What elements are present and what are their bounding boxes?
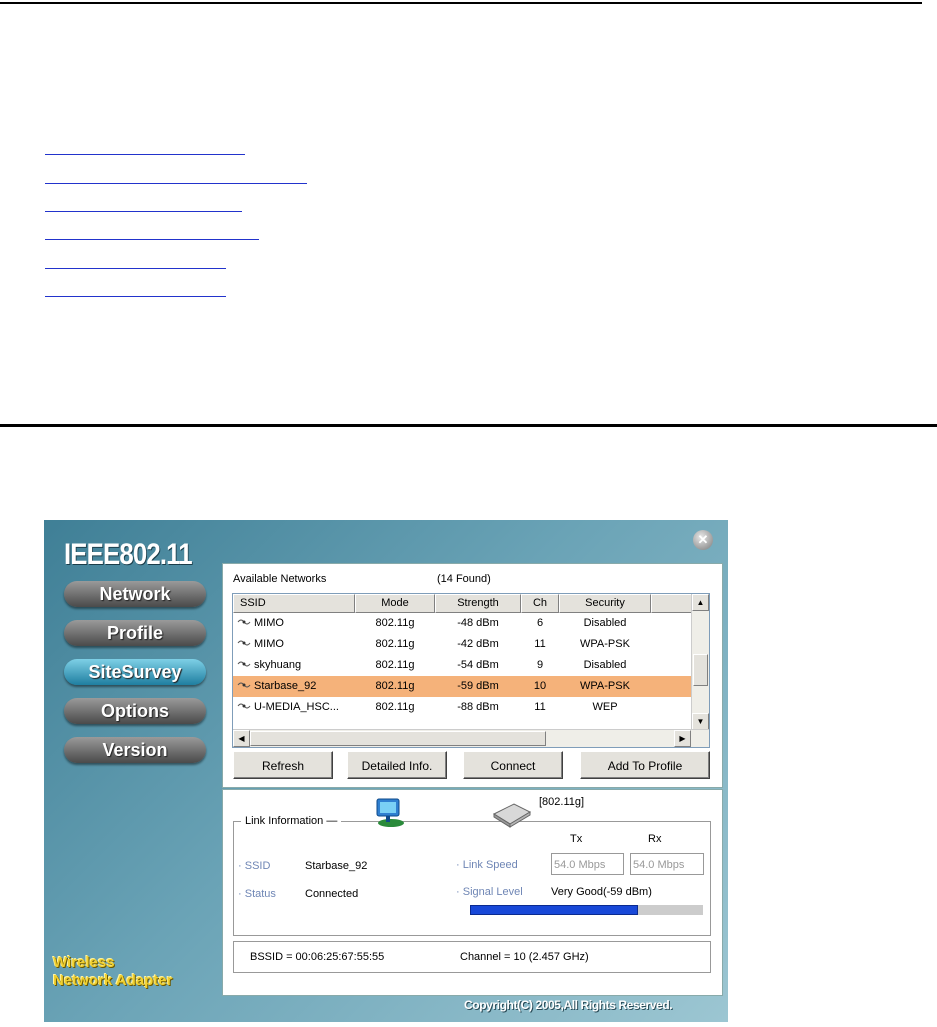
signal-level-label: · Signal Level: [456, 886, 523, 898]
col-strength[interactable]: Strength: [435, 594, 521, 613]
network-ssid-text: U-MEDIA_HSC...: [254, 701, 339, 713]
nav-profile-button[interactable]: Profile: [64, 620, 206, 646]
signal-level-fill: [470, 905, 638, 915]
toc-link-1[interactable]: [45, 140, 245, 155]
network-computer-icon: [371, 797, 407, 829]
network-row[interactable]: [233, 634, 692, 655]
link-info-group: [233, 821, 711, 936]
network-ssid-text: Starbase_92: [254, 680, 317, 692]
nav-network-button[interactable]: Network: [64, 581, 206, 607]
ssid-label: · SSID: [238, 860, 271, 872]
network-mode-cell: 802.11g: [375, 638, 415, 650]
col-extra: [651, 594, 692, 613]
network-security-cell: Disabled: [583, 659, 627, 671]
col-ch[interactable]: Ch: [521, 594, 559, 613]
network-ssid-cell: [233, 697, 355, 718]
network-strength-cell: -48 dBm: [457, 617, 499, 629]
channel-value: Channel = 10 (2.457 GHz): [460, 951, 589, 963]
network-mode-cell: 802.11g: [375, 680, 415, 692]
network-strength-cell: -59 dBm: [457, 680, 499, 692]
toc-link-3[interactable]: [45, 197, 242, 212]
signal-icon: [237, 677, 251, 686]
ssid-value: Starbase_92: [305, 860, 368, 872]
product-logo: [53, 954, 172, 990]
found-count: (14 Found): [437, 573, 491, 585]
network-list[interactable]: [232, 593, 710, 748]
rx-rate-field: 54.0 Mbps: [630, 853, 704, 875]
bssid-box: [233, 941, 711, 973]
network-ssid-text: MIMO: [254, 617, 284, 629]
tx-rate-field: 54.0 Mbps: [551, 853, 624, 875]
network-row[interactable]: [233, 676, 692, 697]
brand-title: IEEE802.11: [64, 538, 192, 571]
network-ssid-cell: [233, 613, 355, 634]
add-to-profile-button[interactable]: Add To Profile: [580, 751, 710, 779]
network-mode-cell: 802.11g: [375, 617, 415, 629]
network-ssid-cell: [233, 655, 355, 676]
top-rule: [0, 2, 922, 4]
vertical-scroll-thumb[interactable]: [693, 654, 708, 686]
link-speed-label: · Link Speed: [456, 859, 518, 871]
network-channel-cell: 11: [534, 701, 546, 713]
wireless-adapter-icon: [492, 800, 532, 828]
nav-sitesurvey-button[interactable]: SiteSurvey: [64, 659, 206, 685]
nav-version-button[interactable]: Version: [64, 737, 206, 763]
network-channel-cell: 10: [533, 680, 547, 692]
col-security[interactable]: Security: [559, 594, 651, 613]
toc-link-5[interactable]: [45, 254, 226, 269]
network-security-cell: WPA-PSK: [580, 638, 630, 650]
detailed-info-button[interactable]: Detailed Info.: [347, 751, 447, 779]
network-ssid-text: MIMO: [254, 638, 284, 650]
network-channel-cell: 11: [534, 638, 546, 650]
toc-link-6[interactable]: [45, 282, 226, 297]
link-info-legend: Link Information —: [241, 815, 341, 827]
network-row[interactable]: [233, 655, 692, 676]
bssid-value: BSSID = 00:06:25:67:55:55: [250, 951, 385, 963]
network-security-cell: WPA-PSK: [580, 680, 630, 692]
signal-level-bar: [470, 905, 703, 915]
link-info-panel: [222, 789, 723, 996]
close-button[interactable]: [693, 530, 713, 550]
network-list-header: [233, 594, 692, 613]
close-icon: ✕: [697, 532, 709, 547]
status-value: Connected: [305, 888, 359, 900]
site-survey-panel: [222, 563, 723, 788]
network-ssid-text: skyhuang: [254, 659, 302, 671]
copyright-text: Copyright(C) 2005,All Rights Reserved.: [464, 998, 673, 1012]
tx-label: Tx: [570, 833, 583, 845]
col-ssid[interactable]: SSID: [233, 594, 355, 613]
status-label: · Status: [238, 888, 276, 900]
product-line-1: Wireless: [53, 954, 115, 971]
scroll-up-arrow-icon[interactable]: ▲: [692, 594, 709, 611]
network-ssid-cell: [233, 634, 355, 655]
utility-window: [44, 520, 728, 1022]
horizontal-scroll-thumb[interactable]: [250, 731, 546, 746]
network-security-cell: Disabled: [583, 617, 627, 629]
network-strength-cell: -54 dBm: [457, 659, 499, 671]
network-strength-cell: -42 dBm: [457, 638, 499, 650]
vertical-scrollbar[interactable]: [691, 594, 709, 730]
mode-badge: [802.11g]: [539, 796, 585, 808]
network-row[interactable]: [233, 697, 692, 718]
network-strength-cell: -88 dBm: [457, 701, 499, 713]
rx-label: Rx: [648, 833, 662, 845]
network-mode-cell: 802.11g: [375, 701, 415, 713]
toc-link-2[interactable]: [45, 169, 307, 184]
scroll-left-arrow-icon[interactable]: ◀: [233, 730, 250, 747]
network-ssid-cell: [233, 676, 355, 697]
refresh-button[interactable]: Refresh: [233, 751, 333, 779]
scroll-right-arrow-icon[interactable]: ▶: [674, 730, 691, 747]
signal-icon: [237, 698, 251, 707]
signal-icon: [237, 656, 251, 665]
network-row[interactable]: [233, 613, 692, 634]
section-rule: [0, 424, 937, 427]
network-security-cell: WEP: [592, 701, 618, 713]
signal-icon: [237, 614, 251, 623]
nav-options-button[interactable]: Options: [64, 698, 206, 724]
network-mode-cell: 802.11g: [375, 659, 415, 671]
col-mode[interactable]: Mode: [355, 594, 435, 613]
connect-button[interactable]: Connect: [463, 751, 563, 779]
available-networks-label: Available Networks: [233, 573, 327, 585]
network-channel-cell: 9: [536, 659, 544, 671]
product-line-2: Network Adapter: [53, 972, 173, 989]
signal-icon: [237, 635, 251, 644]
scroll-down-arrow-icon[interactable]: ▼: [692, 713, 709, 730]
toc-link-4[interactable]: [45, 225, 259, 240]
network-channel-cell: 6: [536, 617, 544, 629]
horizontal-scrollbar[interactable]: [233, 729, 709, 747]
signal-level-value: Very Good(-59 dBm): [551, 886, 652, 898]
